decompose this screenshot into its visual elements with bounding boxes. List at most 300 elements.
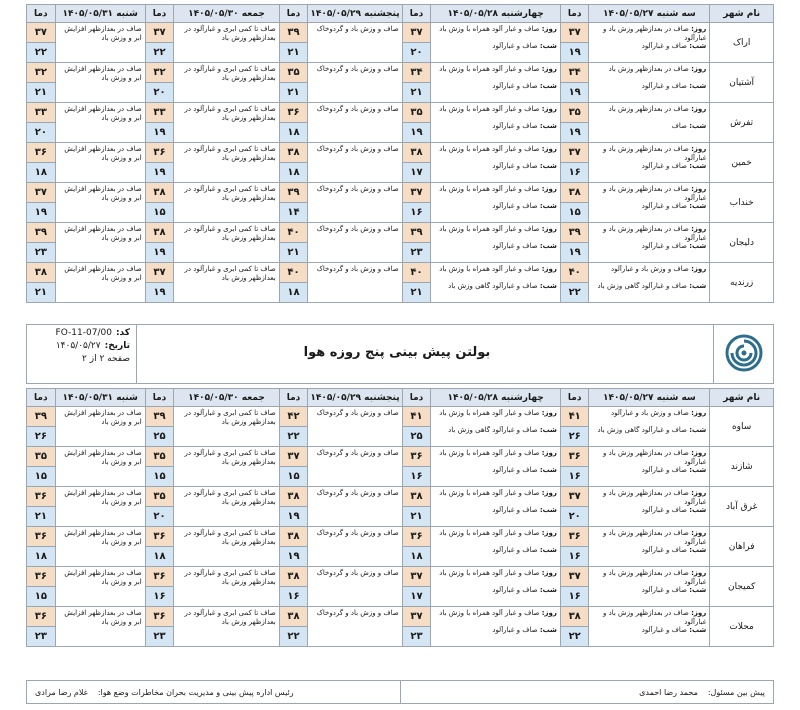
max-temp: ۳۸: [560, 183, 589, 203]
temp-column-header: دما: [27, 389, 56, 407]
max-temp: ۳۷: [27, 23, 56, 43]
min-temp: ۲۲: [560, 283, 589, 303]
forecast-description: [589, 223, 710, 263]
table-row: [27, 447, 774, 467]
min-temp: ۲۰: [560, 507, 589, 527]
forecast-description: [589, 103, 710, 143]
min-temp: ۱۹: [145, 283, 174, 303]
day-forecast: [592, 569, 706, 586]
min-temp: ۲۱: [279, 43, 308, 63]
max-temp: ۳۶: [27, 487, 56, 507]
table-header-row: [27, 389, 774, 407]
night-label: شب:: [689, 162, 707, 170]
day-label: روز:: [691, 569, 707, 577]
logo: [713, 325, 773, 383]
min-temp: ۲۳: [145, 627, 174, 647]
max-temp: ۳۹: [402, 223, 431, 243]
max-temp: ۳۵: [560, 103, 589, 123]
forecast-description: [431, 183, 561, 223]
forecast-description: صاف و وزش باد و گردوخاک: [308, 527, 402, 567]
day-forecast-text: صاف در بعدازظهر وزش باد و غبارآلود: [603, 529, 707, 546]
night-forecast-text: صاف و غبارآلود: [492, 242, 538, 250]
max-temp: ۳۷: [560, 23, 589, 43]
forecast-description: صاف و وزش باد و گردوخاک: [308, 263, 402, 303]
city-name: دلیجان: [710, 223, 774, 263]
min-temp: ۱۵: [145, 467, 174, 487]
city-name: اراک: [710, 23, 774, 63]
day-forecast-text: صاف در بعدازظهر وزش باد و غبارآلود: [603, 449, 707, 466]
day-forecast-text: صاف در بعدازظهر وزش باد و غبارآلود: [603, 609, 707, 626]
max-temp: ۳۹: [560, 223, 589, 243]
night-forecast-text: صاف و غبارآلود: [492, 626, 538, 634]
night-label: شب:: [539, 586, 557, 594]
temp-column-header: دما: [560, 5, 589, 23]
day-label: روز:: [691, 265, 707, 273]
forecast-body-bottom: [27, 407, 774, 647]
day-label: روز:: [691, 609, 707, 617]
day-forecast-text: صاف و غبار آلود همراه با وزش باد: [439, 609, 540, 617]
max-temp: ۳۹: [279, 23, 308, 43]
night-forecast: [434, 426, 557, 443]
forecast-description: [589, 407, 710, 447]
day-forecast-text: صاف و غبار آلود همراه با وزش باد: [439, 225, 540, 233]
day-forecast: [592, 225, 706, 242]
day-label: روز:: [691, 529, 707, 537]
night-label: شب:: [689, 506, 707, 514]
day-forecast-text: صاف و غبار آلود همراه با وزش باد: [439, 489, 540, 497]
bulletin-title: بولتن پیش بینی پنج روزه هوا: [303, 345, 491, 360]
table-row: [27, 567, 774, 587]
day-column-header: شنبه ۱۴۰۵/۰۵/۳۱: [55, 389, 145, 407]
night-forecast-text: صاف و غبارآلود: [641, 586, 687, 594]
max-temp: ۳۲: [27, 63, 56, 83]
min-temp: ۱۶: [560, 163, 589, 183]
night-forecast-text: صاف و غبارآلود گاهی وزش باد: [448, 426, 538, 434]
min-temp: ۱۹: [560, 243, 589, 263]
forecast-description: صاف در بعدازظهر افزایش ابر و وزش باد: [55, 223, 145, 263]
day-label: روز:: [541, 25, 557, 33]
forecast-description: صاف در بعدازظهر افزایش ابر و وزش باد: [55, 143, 145, 183]
max-temp: ۳۷: [402, 23, 431, 43]
signature-footer: [26, 680, 774, 704]
night-label: شب:: [539, 626, 557, 634]
forecast-description: صاف تا کمی ابری و غبارآلود در بعدازظهر وزش باد: [174, 23, 279, 63]
temp-column-header: دما: [27, 5, 56, 23]
max-temp: ۳۶: [145, 527, 174, 547]
forecast-description: [431, 607, 561, 647]
day-label: روز:: [541, 529, 557, 537]
forecast-description: [589, 447, 710, 487]
day-forecast-text: صاف در بعدازظهر وزش باد و غبارآلود: [603, 569, 707, 586]
min-temp: ۲۲: [27, 43, 56, 63]
document-code: کد:FO-11-07/00: [55, 328, 130, 338]
footer-divider: [400, 681, 401, 703]
forecast-description: صاف در بعدازظهر افزایش ابر و وزش باد: [55, 527, 145, 567]
night-forecast-text: صاف و غبارآلود: [492, 202, 538, 210]
forecast-description: صاف در بعدازظهر افزایش ابر و وزش باد: [55, 447, 145, 487]
min-temp: ۱۹: [560, 43, 589, 63]
night-forecast-text: صاف و غبارآلود: [641, 506, 687, 514]
night-forecast: [434, 122, 557, 139]
max-temp: ۴۱: [560, 407, 589, 427]
min-temp: ۱۸: [279, 163, 308, 183]
day-forecast: [434, 65, 557, 82]
day-forecast-text: صاف در بعدازظهر وزش باد و غبارآلود: [603, 145, 707, 162]
forecast-description: صاف تا کمی ابری و غبارآلود در بعدازظهر وزش باد: [174, 487, 279, 527]
forecast-description: صاف تا کمی ابری و غبارآلود در بعدازظهر وزش باد: [174, 407, 279, 447]
city-name: فراهان: [710, 527, 774, 567]
max-temp: ۳۲: [145, 63, 174, 83]
city-name: خنداب: [710, 183, 774, 223]
min-temp: ۱۹: [27, 203, 56, 223]
min-temp: ۱۵: [279, 467, 308, 487]
day-forecast-text: صاف و غبار آلود همراه با وزش باد: [439, 449, 540, 457]
min-temp: ۱۸: [145, 547, 174, 567]
min-temp: ۲۱: [27, 507, 56, 527]
min-temp: ۲۲: [560, 627, 589, 647]
day-forecast-text: صاف در بعدازظهر وزش باد و غبارآلود: [603, 489, 707, 506]
forecast-description: صاف تا کمی ابری و غبارآلود در بعدازظهر وزش باد: [174, 567, 279, 607]
night-label: شب:: [689, 426, 707, 434]
day-label: روز:: [691, 449, 707, 457]
min-temp: ۲۲: [279, 627, 308, 647]
day-forecast: [434, 265, 557, 282]
forecast-description: صاف و وزش باد و گردوخاک: [308, 183, 402, 223]
day-forecast-text: صاف و غبار آلود همراه با وزش باد: [439, 529, 540, 537]
night-label: شب:: [539, 202, 557, 210]
min-temp: ۱۴: [279, 203, 308, 223]
min-temp: ۱۵: [27, 467, 56, 487]
table-header-row: [27, 5, 774, 23]
day-column-header: جمعه ۱۴۰۵/۰۵/۳۰: [174, 5, 279, 23]
forecast-description: صاف تا کمی ابری و غبارآلود در بعدازظهر وزش باد: [174, 263, 279, 303]
day-forecast: [434, 25, 557, 42]
temp-column-header: دما: [560, 389, 589, 407]
forecast-description: [431, 527, 561, 567]
day-forecast: [592, 609, 706, 626]
night-forecast-text: صاف و غبارآلود: [641, 202, 687, 210]
min-temp: ۲۱: [402, 507, 431, 527]
night-forecast-text: صاف و غبارآلود: [492, 122, 538, 130]
min-temp: ۲۱: [402, 283, 431, 303]
table-row: [27, 143, 774, 163]
table-row: [27, 103, 774, 123]
min-temp: ۱۶: [402, 467, 431, 487]
forecast-description: صاف و وزش باد و گردوخاک: [308, 143, 402, 183]
max-temp: ۳۷: [560, 487, 589, 507]
night-label: شب:: [539, 506, 557, 514]
max-temp: ۳۸: [402, 487, 431, 507]
night-forecast-text: صاف و غبارآلود گاهی وزش باد: [597, 282, 687, 290]
max-temp: ۳۸: [279, 143, 308, 163]
night-label: شب:: [689, 82, 707, 90]
min-temp: ۱۸: [27, 547, 56, 567]
day-column-header: سه شنبه ۱۴۰۵/۰۵/۲۷: [589, 5, 710, 23]
forecast-description: [589, 487, 710, 527]
max-temp: ۴۲: [279, 407, 308, 427]
night-label: شب:: [689, 626, 707, 634]
max-temp: ۴۱: [402, 407, 431, 427]
night-label: شب:: [539, 466, 557, 474]
min-temp: ۱۸: [279, 123, 308, 143]
day-forecast: [592, 265, 706, 282]
table-row: [27, 407, 774, 427]
night-forecast-text: صاف و غبارآلود: [641, 242, 687, 250]
table-row: [27, 607, 774, 627]
max-temp: ۳۸: [279, 487, 308, 507]
day-forecast: [434, 529, 557, 546]
min-temp: ۱۵: [560, 203, 589, 223]
table-row: [27, 63, 774, 83]
table-row: [27, 527, 774, 547]
forecast-description: صاف و وزش باد و گردوخاک: [308, 23, 402, 63]
forecaster-signature: پیش بین مسئول:محمد رضا احمدی: [639, 688, 765, 697]
day-label: روز:: [691, 25, 707, 33]
night-forecast: [592, 426, 706, 443]
city-column-header: نام شهر: [710, 389, 774, 407]
max-temp: ۳۵: [145, 447, 174, 467]
day-forecast-text: صاف در بعدازظهر وزش باد: [608, 65, 689, 73]
forecast-description: صاف در بعدازظهر افزایش ابر و وزش باد: [55, 567, 145, 607]
night-forecast: [592, 626, 706, 643]
night-forecast-text: صاف و غبارآلود گاهی وزش باد: [597, 426, 687, 434]
day-forecast-text: صاف و غبار آلود همراه با وزش باد: [439, 25, 540, 33]
day-column-header: پنجشنبه ۱۴۰۵/۰۵/۲۹: [308, 5, 402, 23]
forecast-description: صاف در بعدازظهر افزایش ابر و وزش باد: [55, 407, 145, 447]
day-label: روز:: [691, 105, 707, 113]
night-forecast: [434, 82, 557, 99]
table-row: [27, 223, 774, 243]
day-forecast-text: صاف در بعدازظهر وزش باد: [608, 105, 689, 113]
night-label: شب:: [689, 242, 707, 250]
max-temp: ۳۷: [560, 567, 589, 587]
head-signature: رئیس اداره پیش بینی و مدیریت بحران مخاطرات وضع هوا:غلام رضا مرادی: [35, 688, 294, 697]
max-temp: ۳۶: [27, 567, 56, 587]
day-forecast: [592, 65, 706, 82]
min-temp: ۲۶: [560, 427, 589, 447]
day-forecast-text: صاف و غبار آلود همراه با وزش باد: [439, 185, 540, 193]
forecast-description: [589, 143, 710, 183]
max-temp: ۳۶: [27, 607, 56, 627]
min-temp: ۱۵: [27, 587, 56, 607]
night-forecast-text: صاف و غبارآلود: [492, 506, 538, 514]
day-label: روز:: [691, 409, 707, 417]
forecast-description: [589, 567, 710, 607]
day-forecast: [592, 185, 706, 202]
min-temp: ۱۹: [279, 547, 308, 567]
min-temp: ۱۷: [402, 587, 431, 607]
max-temp: ۳۳: [27, 103, 56, 123]
meteorology-logo-icon: [724, 333, 764, 373]
max-temp: ۳۹: [279, 183, 308, 203]
min-temp: ۲۳: [27, 243, 56, 263]
day-label: روز:: [691, 185, 707, 193]
min-temp: ۱۸: [27, 163, 56, 183]
forecast-description: صاف و وزش باد و گردوخاک: [308, 447, 402, 487]
temp-column-header: دما: [279, 389, 308, 407]
min-temp: ۱۹: [145, 123, 174, 143]
night-forecast-text: صاف و غبارآلود: [641, 82, 687, 90]
max-temp: ۳۸: [145, 183, 174, 203]
forecast-description: [431, 63, 561, 103]
max-temp: ۳۶: [145, 143, 174, 163]
night-label: شب:: [539, 42, 557, 50]
forecast-description: صاف در بعدازظهر افزایش ابر و وزش باد: [55, 607, 145, 647]
min-temp: ۲۰: [145, 507, 174, 527]
min-temp: ۲۳: [27, 627, 56, 647]
forecast-description: [589, 63, 710, 103]
min-temp: ۲۲: [145, 43, 174, 63]
max-temp: ۳۸: [402, 143, 431, 163]
min-temp: ۲۱: [402, 83, 431, 103]
day-forecast: [592, 105, 706, 122]
min-temp: ۲۰: [402, 43, 431, 63]
temp-column-header: دما: [402, 5, 431, 23]
night-label: شب:: [539, 162, 557, 170]
night-forecast: [592, 466, 706, 483]
table-row: [27, 487, 774, 507]
day-forecast: [592, 449, 706, 466]
min-temp: ۲۶: [27, 427, 56, 447]
day-forecast: [434, 409, 557, 426]
night-forecast: [434, 282, 557, 299]
forecast-description: [589, 527, 710, 567]
forecast-description: [431, 143, 561, 183]
night-forecast-text: صاف و غبارآلود: [492, 586, 538, 594]
night-label: شب:: [539, 426, 557, 434]
forecast-description: صاف در بعدازظهر افزایش ابر و وزش باد: [55, 103, 145, 143]
day-label: روز:: [541, 225, 557, 233]
forecast-description: صاف تا کمی ابری و غبارآلود در بعدازظهر وزش باد: [174, 447, 279, 487]
max-temp: ۳۶: [402, 527, 431, 547]
day-forecast-text: صاف و غبار آلود همراه با وزش باد: [439, 145, 540, 153]
night-label: شب:: [689, 42, 707, 50]
day-label: روز:: [541, 65, 557, 73]
max-temp: ۳۸: [560, 607, 589, 627]
min-temp: ۱۹: [145, 243, 174, 263]
day-forecast: [434, 225, 557, 242]
forecast-description: صاف تا کمی ابری و غبارآلود در بعدازظهر وزش باد: [174, 607, 279, 647]
night-label: شب:: [689, 586, 707, 594]
night-label: شب:: [539, 546, 557, 554]
night-forecast: [434, 202, 557, 219]
max-temp: ۳۷: [402, 607, 431, 627]
day-label: روز:: [691, 225, 707, 233]
forecast-description: صاف و وزش باد و گردوخاک: [308, 407, 402, 447]
max-temp: ۳۶: [560, 527, 589, 547]
day-column-header: سه شنبه ۱۴۰۵/۰۵/۲۷: [589, 389, 710, 407]
min-temp: ۱۶: [279, 587, 308, 607]
min-temp: ۲۲: [279, 427, 308, 447]
max-temp: ۳۷: [402, 183, 431, 203]
max-temp: ۳۴: [402, 63, 431, 83]
night-label: شب:: [539, 122, 557, 130]
day-forecast: [592, 409, 706, 426]
night-forecast-text: صاف و غبارآلود: [641, 42, 687, 50]
city-column-header: نام شهر: [710, 5, 774, 23]
min-temp: ۲۱: [279, 83, 308, 103]
forecast-description: صاف در بعدازظهر افزایش ابر و وزش باد: [55, 183, 145, 223]
temp-column-header: دما: [145, 389, 174, 407]
night-forecast: [592, 242, 706, 259]
night-label: شب:: [539, 82, 557, 90]
max-temp: ۳۷: [145, 23, 174, 43]
max-temp: ۳۸: [279, 567, 308, 587]
forecast-description: صاف در بعدازظهر افزایش ابر و وزش باد: [55, 263, 145, 303]
forecast-description: [431, 567, 561, 607]
city-name: آشتیان: [710, 63, 774, 103]
forecast-description: [431, 487, 561, 527]
forecast-description: صاف و وزش باد و گردوخاک: [308, 607, 402, 647]
min-temp: ۲۱: [27, 283, 56, 303]
forecast-description: [431, 103, 561, 143]
temp-column-header: دما: [402, 389, 431, 407]
day-forecast: [434, 185, 557, 202]
night-forecast-text: صاف و غبارآلود: [641, 162, 687, 170]
day-label: روز:: [541, 569, 557, 577]
forecast-description: صاف تا کمی ابری و غبارآلود در بعدازظهر وزش باد: [174, 103, 279, 143]
min-temp: ۱۸: [279, 283, 308, 303]
document-meta: [27, 325, 137, 383]
max-temp: ۳۶: [27, 143, 56, 163]
min-temp: ۱۶: [560, 467, 589, 487]
day-label: روز:: [541, 449, 557, 457]
day-label: روز:: [541, 145, 557, 153]
night-forecast: [434, 506, 557, 523]
forecast-description: صاف تا کمی ابری و غبارآلود در بعدازظهر وزش باد: [174, 527, 279, 567]
max-temp: ۳۳: [145, 103, 174, 123]
max-temp: ۳۵: [145, 487, 174, 507]
max-temp: ۳۸: [145, 223, 174, 243]
forecast-description: صاف تا کمی ابری و غبارآلود در بعدازظهر وزش باد: [174, 143, 279, 183]
max-temp: ۳۴: [560, 63, 589, 83]
day-label: روز:: [541, 185, 557, 193]
max-temp: ۳۶: [560, 447, 589, 467]
day-forecast-text: صاف و غبار آلود همراه با وزش باد: [439, 265, 540, 273]
day-forecast: [592, 145, 706, 162]
city-name: تفرش: [710, 103, 774, 143]
day-forecast-text: صاف در بعدازظهر وزش باد و غبارآلود: [603, 225, 707, 242]
min-temp: ۱۶: [402, 203, 431, 223]
day-forecast-text: صاف و وزش باد و غبارآلود: [611, 265, 689, 273]
night-forecast: [434, 586, 557, 603]
day-label: روز:: [691, 145, 707, 153]
city-name: زرندیه: [710, 263, 774, 303]
night-forecast-text: صاف: [671, 122, 687, 130]
day-forecast: [592, 25, 706, 42]
day-label: روز:: [691, 489, 707, 497]
max-temp: ۳۷: [145, 263, 174, 283]
day-forecast: [434, 105, 557, 122]
night-forecast-text: صاف و غبارآلود: [641, 546, 687, 554]
night-forecast: [592, 586, 706, 603]
min-temp: ۱۹: [145, 163, 174, 183]
max-temp: ۴۰: [279, 223, 308, 243]
max-temp: ۳۷: [279, 447, 308, 467]
day-forecast: [434, 609, 557, 626]
max-temp: ۳۶: [402, 447, 431, 467]
day-column-header: چهارشنبه ۱۴۰۵/۰۵/۲۸: [431, 5, 561, 23]
night-forecast: [592, 506, 706, 523]
table-row: [27, 183, 774, 203]
day-forecast: [434, 145, 557, 162]
forecast-description: [589, 607, 710, 647]
max-temp: ۴۰: [402, 263, 431, 283]
night-label: شب:: [539, 242, 557, 250]
bulletin-header: [26, 324, 774, 384]
night-forecast-text: صاف و غبارآلود: [492, 162, 538, 170]
min-temp: ۱۹: [279, 507, 308, 527]
